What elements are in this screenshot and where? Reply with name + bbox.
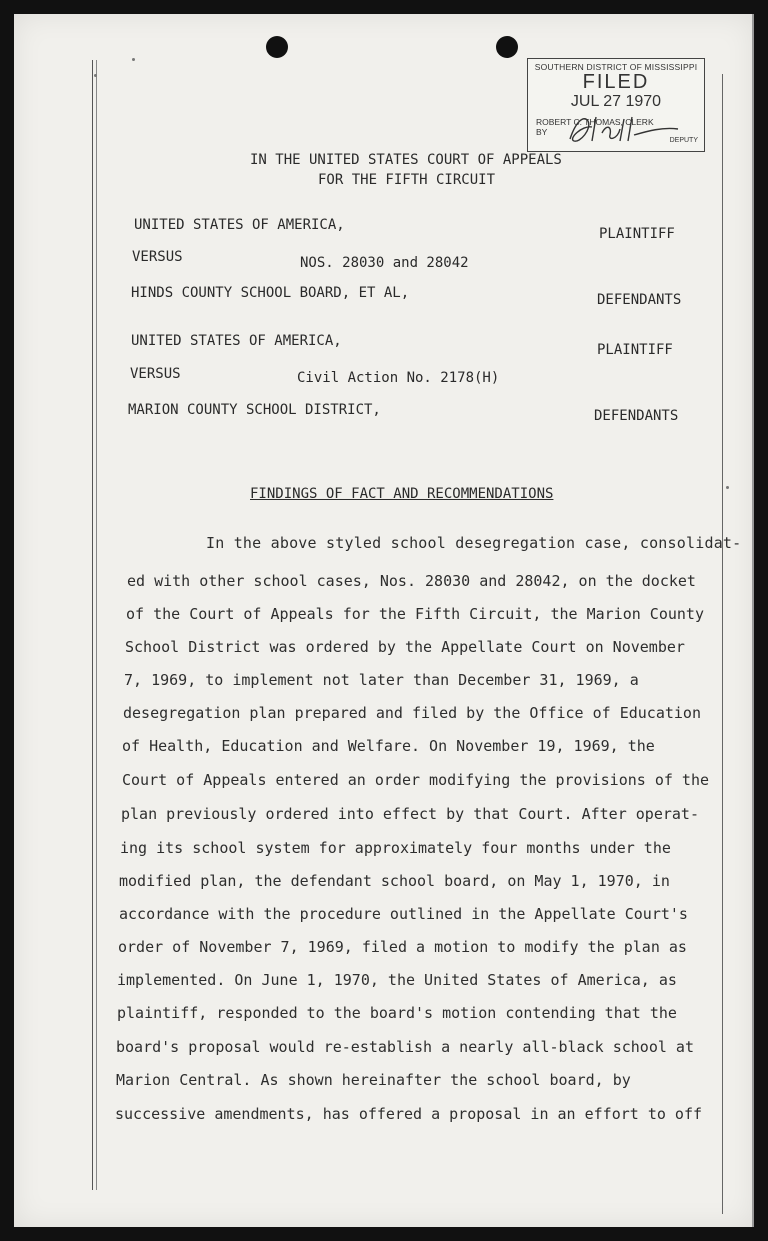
body-line: desegregation plan prepared and filed by the Office of Education bbox=[123, 704, 701, 722]
case2-numbers: Civil Action No. 2178(H) bbox=[297, 370, 500, 386]
body-line: Marion Central. As shown hereinafter the school board, by bbox=[116, 1071, 631, 1089]
body-line: plaintiff, responded to the board's motion contending that the bbox=[117, 1004, 677, 1022]
punch-hole-left bbox=[266, 36, 288, 58]
stamp-district: SOUTHERN DISTRICT OF MISSISSIPPI bbox=[534, 62, 698, 72]
section-heading: FINDINGS OF FACT AND RECOMMENDATIONS bbox=[250, 486, 554, 502]
right-margin-rule bbox=[722, 74, 723, 1214]
case1-defendant-name: HINDS COUNTY SCHOOL BOARD, ET AL, bbox=[131, 285, 410, 301]
case2-defendant-name: MARION COUNTY SCHOOL DISTRICT, bbox=[128, 402, 381, 418]
body-line: order of November 7, 1969, filed a motion to modify the plan as bbox=[118, 938, 687, 956]
court-title-line2: FOR THE FIFTH CIRCUIT bbox=[318, 172, 496, 188]
left-margin-rule bbox=[92, 60, 93, 1190]
case1-defendant-role: DEFENDANTS bbox=[597, 292, 682, 308]
signature-icon bbox=[562, 111, 682, 147]
page-edge bbox=[752, 14, 754, 1227]
document-page bbox=[14, 14, 754, 1227]
body-line: Court of Appeals entered an order modifying the provisions of the bbox=[122, 771, 709, 789]
case1-numbers: NOS. 28030 and 28042 bbox=[300, 255, 469, 271]
court-title-line1: IN THE UNITED STATES COURT OF APPEALS bbox=[250, 152, 562, 168]
body-line: of Health, Education and Welfare. On November 19, 1969, the bbox=[122, 737, 655, 755]
stamp-clerk: ROBERT C. THOMAS, CLERK bbox=[536, 117, 654, 127]
paper-speck bbox=[132, 58, 135, 61]
filed-stamp bbox=[527, 58, 705, 152]
body-line: of the Court of Appeals for the Fifth Circuit, the Marion County bbox=[126, 605, 704, 623]
body-line: In the above styled school desegregation case, consolidat- bbox=[206, 534, 742, 552]
body-line: ing its school system for approximately four months under the bbox=[120, 839, 671, 857]
body-line: School District was ordered by the Appellate Court on November bbox=[125, 638, 685, 656]
left-margin-rule-inner bbox=[96, 60, 97, 1190]
body-line: board's proposal would re-establish a nearly all-black school at bbox=[116, 1038, 694, 1056]
case2-plaintiff-name: UNITED STATES OF AMERICA, bbox=[131, 333, 342, 349]
stamp-date: JUL 27 1970 bbox=[570, 93, 662, 110]
body-line: modified plan, the defendant school board, on May 1, 1970, in bbox=[119, 872, 670, 890]
body-line: 7, 1969, to implement not later than December 31, 1969, a bbox=[124, 671, 639, 689]
case2-defendant-role: DEFENDANTS bbox=[594, 408, 679, 424]
paper-speck bbox=[94, 74, 97, 77]
body-line: plan previously ordered into effect by that Court. After operat- bbox=[121, 805, 699, 823]
case2-versus: VERSUS bbox=[130, 366, 181, 382]
stamp-filed: FILED bbox=[582, 71, 650, 93]
case2-plaintiff-role: PLAINTIFF bbox=[597, 342, 673, 358]
case1-versus: VERSUS bbox=[132, 249, 183, 265]
case1-plaintiff-name: UNITED STATES OF AMERICA, bbox=[134, 217, 345, 233]
stamp-by: BY bbox=[536, 127, 548, 137]
body-line: implemented. On June 1, 1970, the United States of America, as bbox=[117, 971, 677, 989]
body-line: accordance with the procedure outlined in the Appellate Court's bbox=[119, 905, 688, 923]
case1-plaintiff-role: PLAINTIFF bbox=[599, 226, 675, 242]
body-line: successive amendments, has offered a proposal in an effort to off bbox=[115, 1105, 702, 1123]
body-line: ed with other school cases, Nos. 28030 and 28042, on the docket bbox=[127, 572, 696, 590]
stamp-deputy: DEPUTY bbox=[669, 137, 698, 144]
paper-speck bbox=[726, 486, 729, 489]
punch-hole-right bbox=[496, 36, 518, 58]
